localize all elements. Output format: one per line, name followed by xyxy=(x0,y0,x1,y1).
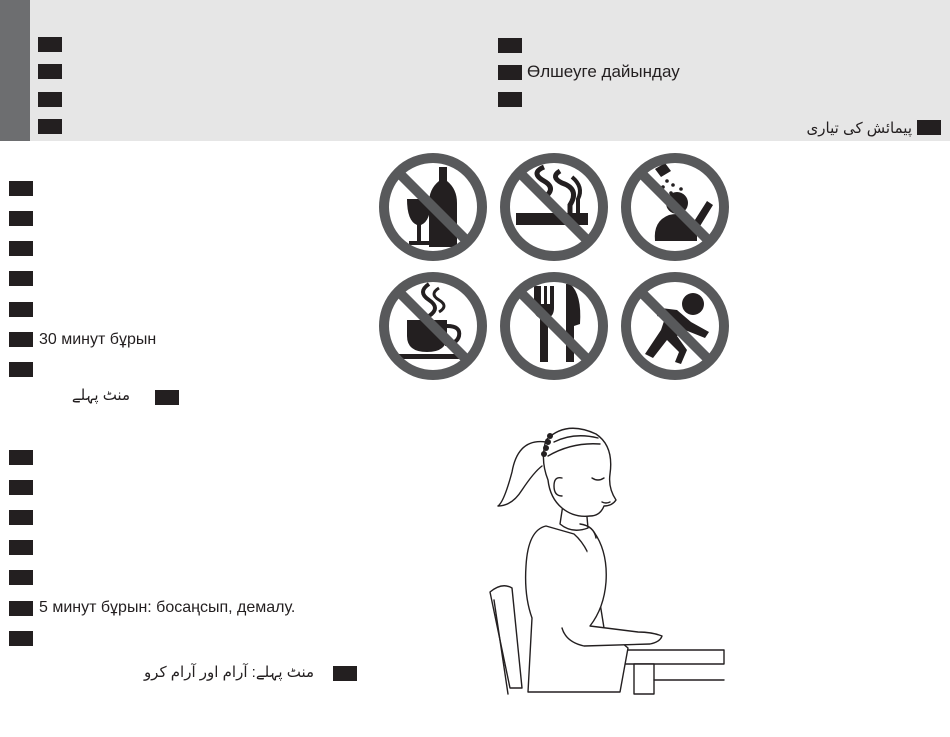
language-marker xyxy=(498,38,522,53)
kazakh-5-min-text: 5 минут бұрын: босаңсып, демалу. xyxy=(39,599,296,616)
language-marker xyxy=(498,92,522,107)
language-marker xyxy=(9,510,33,525)
prohibition-icons-grid xyxy=(378,152,730,384)
language-marker xyxy=(9,631,33,646)
language-marker xyxy=(9,302,33,317)
language-marker xyxy=(9,540,33,555)
language-marker xyxy=(333,666,357,681)
no-coffee-icon xyxy=(384,277,482,375)
language-marker xyxy=(9,241,33,256)
header-side-strip xyxy=(0,0,30,141)
urdu-5-min-text: منٹ پہلے: آرام اور آرام کرو xyxy=(143,664,314,681)
no-eating-icon xyxy=(505,277,603,375)
language-marker xyxy=(9,570,33,585)
language-marker xyxy=(38,119,62,134)
no-alcohol-icon xyxy=(384,158,482,256)
language-marker xyxy=(9,211,33,226)
no-shower-icon xyxy=(626,158,724,256)
language-marker xyxy=(9,181,33,196)
language-marker xyxy=(38,37,62,52)
language-marker xyxy=(9,332,33,347)
language-marker xyxy=(498,65,522,80)
language-marker xyxy=(155,390,179,405)
language-marker xyxy=(9,271,33,286)
language-marker xyxy=(9,450,33,465)
language-marker xyxy=(9,362,33,377)
no-smoking-icon xyxy=(505,158,603,256)
header-band xyxy=(0,0,950,141)
urdu-title: پیمائش کی تیاری xyxy=(806,120,912,137)
kazakh-title: Өлшеуге дайындау xyxy=(527,62,680,81)
language-marker xyxy=(9,480,33,495)
language-marker xyxy=(38,92,62,107)
language-marker xyxy=(38,64,62,79)
language-marker xyxy=(9,601,33,616)
no-exercise-icon xyxy=(626,277,724,375)
resting-person-illustration xyxy=(484,420,728,695)
kazakh-30-min-text: 30 минут бұрын xyxy=(39,331,157,348)
language-marker xyxy=(917,120,941,135)
urdu-30-min-text: منٹ پہلے xyxy=(71,387,130,404)
